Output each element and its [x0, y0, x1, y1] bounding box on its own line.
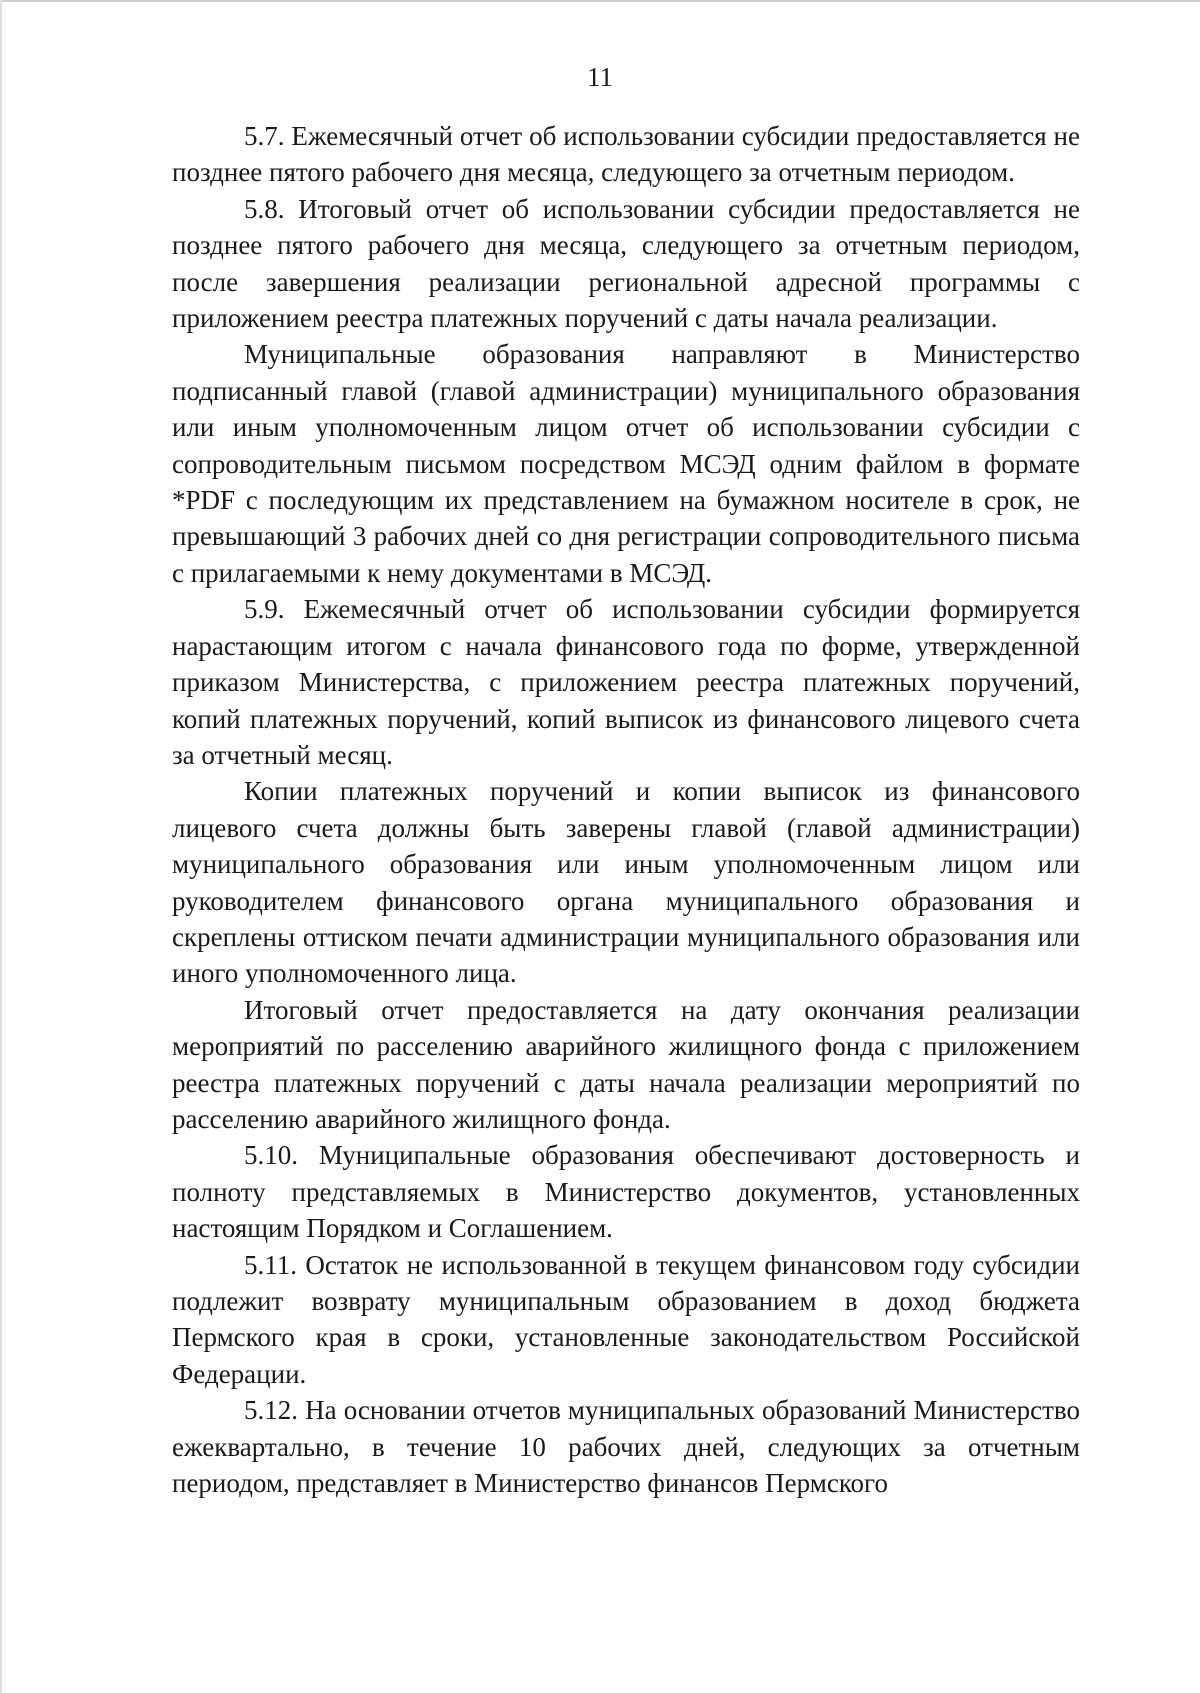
paragraph-5-11: 5.11. Остаток не использованной в текущем финансовом году субсидии подлежит возврату муниципальным образованием в доход бюджета Пермского края в сроки, установленные законодательством Российской Федерации. — [172, 1249, 1080, 1389]
paragraph-municipal-report-submission: Муниципальные образования направляют в Министерство подписанный главой (главой администрации) муниципального образования или иным уполномоченным лицом отчет об использовании субсидии с сопроводительным письмом посредством МСЭД одним файлом в формате *PDF с последующим их представлением на бумажном носителе в срок, не превышающий 3 рабочих дней со дня регистрации сопроводительного письма с прилагаемыми к нему документами в МСЭД. — [172, 339, 1080, 588]
paragraph-5-8: 5.8. Итоговый отчет об использовании субсидии предоставляется не позднее пятого рабочего дня месяца, следующего за отчетным периодом, после завершения реализации региональной адресной программы с приложением реестра платежных поручений с даты начала реализации. — [172, 193, 1080, 334]
paragraph-copies-certification: Копии платежных поручений и копии выписок из финансового лицевого счета должны быть заверены главой (главой администрации) муниципального образования или иным уполномоченным лицом или руководителем финансового органа муниципального образования и скреплены оттиском печати администрации муниципального образования или иного уполномоченного лица. — [172, 776, 1080, 989]
page-number: 11 — [587, 62, 613, 92]
body-text — [172, 118, 1080, 1501]
paragraph-5-7: 5.7. Ежемесячный отчет об использовании субсидии предоставляется не позднее пятого рабочего дня месяца, следующего за отчетным периодом. — [172, 121, 1080, 188]
scan-left-edge — [0, 0, 2, 1693]
paragraph-5-10: 5.10. Муниципальные образования обеспечивают достоверность и полноту представляемых в Министерство документов, установленных настоящим Порядком и Соглашением. — [172, 1140, 1080, 1244]
paragraph-final-report: Итоговый отчет предоставляется на дату окончания реализации мероприятий по расселению аварийного жилищного фонда с приложением реестра платежных поручений с даты начала реализации мероприятий по расселению аварийного жилищного фонда. — [172, 994, 1080, 1134]
scan-top-edge — [0, 0, 1200, 2]
paragraph-5-12: 5.12. На основании отчетов муниципальных образований Министерство ежеквартально, в течение 10 рабочих дней, следующих за отчетным периодом, представляет в Министерство финансов Пермского — [172, 1395, 1080, 1499]
paragraph-5-9: 5.9. Ежемесячный отчет об использовании субсидии формируется нарастающим итогом с начала финансового года по форме, утвержденной приказом Министерства, с приложением реестра платежных поручений, копий платежных поручений, копий выписок из финансового лицевого счета за отчетный месяц. — [172, 594, 1080, 770]
